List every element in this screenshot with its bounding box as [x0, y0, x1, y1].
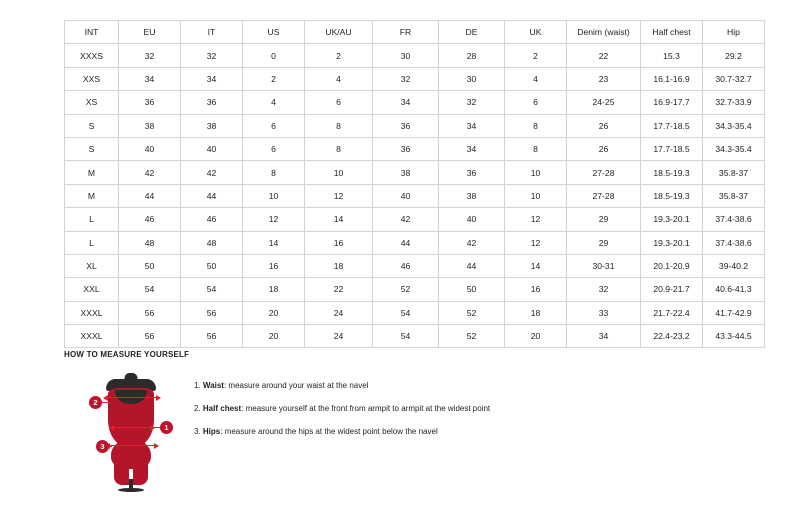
cell-half-chest: 15.3: [641, 44, 703, 67]
cell-int: L: [65, 231, 119, 254]
cell-uk: 10: [505, 161, 567, 184]
cell-uk: 8: [505, 137, 567, 160]
table-row: [65, 67, 765, 90]
note-text-hips: : measure around the hips at the widest point below the navel: [220, 427, 438, 436]
cell-uk: 20: [505, 325, 567, 348]
cell-ukau: 8: [305, 114, 373, 137]
cell-hip: 40.6-41.3: [703, 278, 765, 301]
cell-denim-waist: 29: [567, 208, 641, 231]
callout-line-2: [101, 402, 109, 403]
cell-us: 18: [243, 278, 305, 301]
mannequin-figure-container: [64, 369, 194, 489]
table-row: [65, 301, 765, 324]
column-header-uk: UK: [505, 21, 567, 44]
cell-eu: 32: [119, 44, 181, 67]
cell-eu: 48: [119, 231, 181, 254]
cell-eu: 56: [119, 301, 181, 324]
cell-ukau: 22: [305, 278, 373, 301]
how-to-measure-section: [64, 350, 744, 489]
cell-int: XXS: [65, 67, 119, 90]
cell-us: 0: [243, 44, 305, 67]
measure-note-half-chest: [194, 402, 744, 415]
cell-it: 38: [181, 114, 243, 137]
cell-int: XXXL: [65, 301, 119, 324]
cell-denim-waist: 27-28: [567, 184, 641, 207]
note-number-2: 2.: [194, 404, 201, 413]
cell-de: 32: [439, 91, 505, 114]
cell-ukau: 16: [305, 231, 373, 254]
badge-3: 3: [96, 440, 109, 453]
cell-ukau: 12: [305, 184, 373, 207]
cell-half-chest: 18.5-19.3: [641, 161, 703, 184]
cell-uk: 12: [505, 231, 567, 254]
cell-ukau: 24: [305, 325, 373, 348]
cell-us: 12: [243, 208, 305, 231]
cell-uk: 18: [505, 301, 567, 324]
cell-de: 30: [439, 67, 505, 90]
cell-ukau: 18: [305, 254, 373, 277]
note-number-3: 3.: [194, 427, 201, 436]
cell-half-chest: 19.3-20.1: [641, 208, 703, 231]
cell-hip: 34.3-35.4: [703, 114, 765, 137]
measure-note-hips: [194, 425, 744, 438]
cell-us: 6: [243, 114, 305, 137]
column-header-int: INT: [65, 21, 119, 44]
cell-int: L: [65, 208, 119, 231]
cell-it: 46: [181, 208, 243, 231]
column-header-half-chest: Half chest: [641, 21, 703, 44]
cell-us: 20: [243, 301, 305, 324]
cell-us: 8: [243, 161, 305, 184]
cell-eu: 36: [119, 91, 181, 114]
waist-measure-arrow: [113, 427, 151, 428]
cell-half-chest: 16.9-17.7: [641, 91, 703, 114]
cell-denim-waist: 27-28: [567, 161, 641, 184]
cell-int: XL: [65, 254, 119, 277]
note-text-waist: : measure around your waist at the navel: [223, 381, 369, 390]
cell-denim-waist: 23: [567, 67, 641, 90]
cell-denim-waist: 26: [567, 114, 641, 137]
size-chart: [64, 20, 752, 348]
cell-de: 52: [439, 325, 505, 348]
cell-de: 38: [439, 184, 505, 207]
cell-uk: 6: [505, 91, 567, 114]
cell-hip: 30.7-32.7: [703, 67, 765, 90]
cell-hip: 37.4-38.6: [703, 231, 765, 254]
table-header-row: [65, 21, 765, 44]
column-header-us: US: [243, 21, 305, 44]
cell-hip: 41.7-42.9: [703, 301, 765, 324]
cell-it: 56: [181, 325, 243, 348]
cell-fr: 36: [373, 114, 439, 137]
cell-eu: 40: [119, 137, 181, 160]
note-term-hips: Hips: [202, 427, 221, 436]
cell-half-chest: 16.1-16.9: [641, 67, 703, 90]
cell-fr: 36: [373, 137, 439, 160]
cell-uk: 16: [505, 278, 567, 301]
column-header-fr: FR: [373, 21, 439, 44]
cell-ukau: 8: [305, 137, 373, 160]
column-header-hip: Hip: [703, 21, 765, 44]
cell-eu: 56: [119, 325, 181, 348]
cell-int: S: [65, 137, 119, 160]
cell-it: 36: [181, 91, 243, 114]
cell-ukau: 14: [305, 208, 373, 231]
cell-uk: 8: [505, 114, 567, 137]
column-header-denim-waist: Denim (waist): [567, 21, 641, 44]
table-row: [65, 161, 765, 184]
cell-de: 44: [439, 254, 505, 277]
column-header-de: DE: [439, 21, 505, 44]
cell-denim-waist: 29: [567, 231, 641, 254]
cell-denim-waist: 34: [567, 325, 641, 348]
cell-eu: 50: [119, 254, 181, 277]
cell-us: 20: [243, 325, 305, 348]
cell-eu: 34: [119, 67, 181, 90]
cell-int: XXXS: [65, 44, 119, 67]
cell-half-chest: 22.4-23.2: [641, 325, 703, 348]
cell-int: M: [65, 161, 119, 184]
cell-ukau: 10: [305, 161, 373, 184]
cell-int: XXL: [65, 278, 119, 301]
table-row: [65, 137, 765, 160]
cell-fr: 52: [373, 278, 439, 301]
column-header-eu: EU: [119, 21, 181, 44]
cell-fr: 42: [373, 208, 439, 231]
cell-de: 50: [439, 278, 505, 301]
cell-us: 10: [243, 184, 305, 207]
cell-us: 6: [243, 137, 305, 160]
cell-denim-waist: 26: [567, 137, 641, 160]
cell-denim-waist: 30-31: [567, 254, 641, 277]
cell-fr: 54: [373, 301, 439, 324]
cell-half-chest: 19.3-20.1: [641, 231, 703, 254]
cell-de: 28: [439, 44, 505, 67]
half-chest-measure-arrow: [107, 397, 157, 398]
cell-hip: 35.8-37: [703, 184, 765, 207]
cell-uk: 14: [505, 254, 567, 277]
cell-ukau: 4: [305, 67, 373, 90]
cell-ukau: 6: [305, 91, 373, 114]
note-term-waist: Waist: [202, 381, 224, 390]
how-to-measure-body: [64, 369, 744, 489]
cell-uk: 4: [505, 67, 567, 90]
cell-half-chest: 18.5-19.3: [641, 184, 703, 207]
cell-int: S: [65, 114, 119, 137]
cell-denim-waist: 33: [567, 301, 641, 324]
mannequin-icon: [88, 369, 174, 489]
cell-it: 54: [181, 278, 243, 301]
note-term-half-chest: Half chest: [202, 404, 242, 413]
cell-it: 42: [181, 161, 243, 184]
table-row: [65, 325, 765, 348]
cell-fr: 46: [373, 254, 439, 277]
cell-fr: 54: [373, 325, 439, 348]
table-row: [65, 44, 765, 67]
table-row: [65, 278, 765, 301]
cell-de: 42: [439, 231, 505, 254]
cell-hip: 39-40.2: [703, 254, 765, 277]
table-row: [65, 114, 765, 137]
cell-ukau: 24: [305, 301, 373, 324]
badge-2: 2: [89, 396, 102, 409]
cell-fr: 38: [373, 161, 439, 184]
cell-ukau: 2: [305, 44, 373, 67]
cell-de: 36: [439, 161, 505, 184]
cell-it: 40: [181, 137, 243, 160]
note-text-half-chest: : measure yourself at the front from armpit to armpit at the widest point: [241, 404, 491, 413]
table-row: [65, 231, 765, 254]
cell-denim-waist: 24-25: [567, 91, 641, 114]
cell-uk: 10: [505, 184, 567, 207]
cell-fr: 40: [373, 184, 439, 207]
cell-uk: 12: [505, 208, 567, 231]
table-row: [65, 184, 765, 207]
cell-hip: 32.7-33.9: [703, 91, 765, 114]
cell-it: 44: [181, 184, 243, 207]
note-number-1: 1.: [194, 381, 201, 390]
cell-uk: 2: [505, 44, 567, 67]
cell-us: 14: [243, 231, 305, 254]
mannequin-base: [118, 488, 144, 492]
cell-half-chest: 17.7-18.5: [641, 114, 703, 137]
cell-int: XS: [65, 91, 119, 114]
badge-1: 1: [160, 421, 173, 434]
cell-hip: 29.2: [703, 44, 765, 67]
how-to-measure-title: HOW TO MEASURE YOURSELF: [64, 350, 190, 359]
cell-denim-waist: 32: [567, 278, 641, 301]
measure-notes: [194, 369, 744, 448]
cell-fr: 32: [373, 67, 439, 90]
measure-note-waist: [194, 379, 744, 392]
cell-fr: 30: [373, 44, 439, 67]
cell-it: 50: [181, 254, 243, 277]
table-row: [65, 208, 765, 231]
cell-eu: 38: [119, 114, 181, 137]
cell-hip: 34.3-35.4: [703, 137, 765, 160]
cell-us: 2: [243, 67, 305, 90]
cell-us: 16: [243, 254, 305, 277]
cell-eu: 42: [119, 161, 181, 184]
cell-it: 48: [181, 231, 243, 254]
cell-it: 56: [181, 301, 243, 324]
cell-fr: 44: [373, 231, 439, 254]
mannequin-torso: [104, 379, 158, 483]
cell-hip: 37.4-38.6: [703, 208, 765, 231]
cell-us: 4: [243, 91, 305, 114]
cell-fr: 34: [373, 91, 439, 114]
cell-it: 32: [181, 44, 243, 67]
cell-half-chest: 20.9-21.7: [641, 278, 703, 301]
hips-measure-arrow: [109, 445, 155, 446]
cell-eu: 44: [119, 184, 181, 207]
table-row: [65, 91, 765, 114]
cell-it: 34: [181, 67, 243, 90]
cell-eu: 46: [119, 208, 181, 231]
cell-de: 52: [439, 301, 505, 324]
table-row: [65, 254, 765, 277]
cell-half-chest: 21.7-22.4: [641, 301, 703, 324]
cell-hip: 35.8-37: [703, 161, 765, 184]
cell-de: 40: [439, 208, 505, 231]
column-header-it: IT: [181, 21, 243, 44]
cell-hip: 43.3-44.5: [703, 325, 765, 348]
cell-half-chest: 17.7-18.5: [641, 137, 703, 160]
cell-int: XXXL: [65, 325, 119, 348]
column-header-ukau: UK/AU: [305, 21, 373, 44]
cell-eu: 54: [119, 278, 181, 301]
cell-denim-waist: 22: [567, 44, 641, 67]
cell-de: 34: [439, 137, 505, 160]
cell-de: 34: [439, 114, 505, 137]
size-chart-table: [64, 20, 765, 348]
cell-int: M: [65, 184, 119, 207]
cell-half-chest: 20.1-20.9: [641, 254, 703, 277]
